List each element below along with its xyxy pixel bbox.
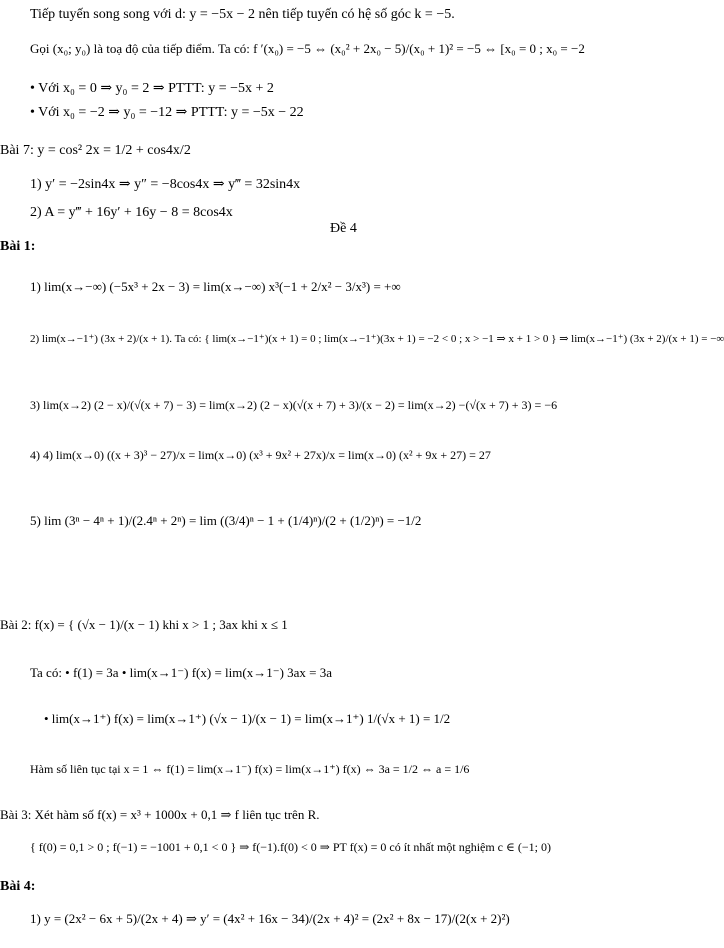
text-line-1: Tiếp tuyến song song với d: y = −5x − 2 nên tiếp tuyến có hệ số góc k = −5. [30, 7, 455, 22]
text-line-20: { f(0) = 0,1 > 0 ; f(−1) = −1001 + 0,1 < 0 } ⇒ f(−1).f(0) < 0 ⇒ PT f(x) = 0 có ít nhất một nghiệm c ∈ (−1; 0) [30, 840, 551, 854]
text-line-14: 5) lim (3ⁿ − 4ⁿ + 1)/(2.4ⁿ + 2ⁿ) = lim ((3/4)ⁿ − 1 + (1/4)ⁿ)/(2 + (1/2)ⁿ) = −1/2 [30, 513, 422, 528]
text-line-6: 1) y′ = −2sin4x ⇒ y″ = −8cos4x ⇒ y‴ = 32sin4x [30, 177, 301, 192]
text-line-12: 3) lim(x→2) (2 − x)/(√(x + 7) − 3) = lim(x→2) (2 − x)(√(x + 7) + 3)/(x − 2) = lim(x→2) −(√(x + 7) + 3) = −6 [30, 398, 558, 412]
text-line-19: Bài 3: Xét hàm số f(x) = x³ + 1000x + 0,1 ⇒ f liên tục trên R. [0, 807, 320, 822]
text-line-9: Bài 1: [0, 239, 36, 254]
text-line-10: 1) lim(x→−∞) (−5x³ + 2x − 3) = lim(x→−∞) x³(−1 + 2/x² − 3/x³) = +∞ [30, 279, 401, 294]
text-line-16: Ta có: • f(1) = 3a • lim(x→1⁻) f(x) = lim(x→1⁻) 3ax = 3a [30, 665, 333, 680]
text-line-11: 2) lim(x→−1⁺) (3x + 2)/(x + 1). Ta có: { lim(x→−1⁺)(x + 1) = 0 ; lim(x→−1⁺)(3x + 1) = −2 < 0 ; x > −1 ⇒ x + 1 > 0 } ⇒ lim(x→−1⁺) (3x + 2)/(x + 1) = −∞ [30, 333, 724, 345]
text-line-2: Gọi (x₀; y₀) là toạ độ của tiếp điểm. Ta có: f ′(x₀) = −5 ⇔ (x₀² + 2x₀ − 5)/(x₀ + 1)² = −5 ⇔ [x₀ = 0 ; x₀ = −2 [30, 41, 585, 56]
text-line-22: 1) y = (2x² − 6x + 5)/(2x + 4) ⇒ y′ = (4x² + 16x − 34)/(2x + 4)² = (2x² + 8x − 17)/(2(x + 2)²) [30, 911, 510, 926]
text-line-7: 2) A = y‴ + 16y′ + 16y − 8 = 8cos4x [30, 205, 233, 220]
text-line-3: • Với x₀ = 0 ⇒ y₀ = 2 ⇒ PTTT: y = −5x + 2 [30, 81, 274, 96]
text-line-17: • lim(x→1⁺) f(x) = lim(x→1⁺) (√x − 1)/(x − 1) = lim(x→1⁺) 1/(√x + 1) = 1/2 [44, 711, 451, 726]
text-line-4: • Với x₀ = −2 ⇒ y₀ = −12 ⇒ PTTT: y = −5x − 22 [30, 105, 304, 120]
text-line-13: 4) 4) lim(x→0) ((x + 3)³ − 27)/x = lim(x→0) (x³ + 9x² + 27x)/x = lim(x→0) (x² + 9x + 27) = 27 [30, 448, 491, 462]
text-line-18: Hàm số liên tục tại x = 1 ⇔ f(1) = lim(x→1⁻) f(x) = lim(x→1⁺) f(x) ⇔ 3a = 1/2 ⇔ a = 1/6 [30, 762, 470, 776]
text-line-15: Bài 2: f(x) = { (√x − 1)/(x − 1) khi x > 1 ; 3ax khi x ≤ 1 [0, 617, 288, 632]
text-line-5: Bài 7: y = cos² 2x = 1/2 + cos4x/2 [0, 143, 191, 158]
text-line-8: Đề 4 [330, 221, 357, 236]
text-line-21: Bài 4: [0, 879, 36, 894]
